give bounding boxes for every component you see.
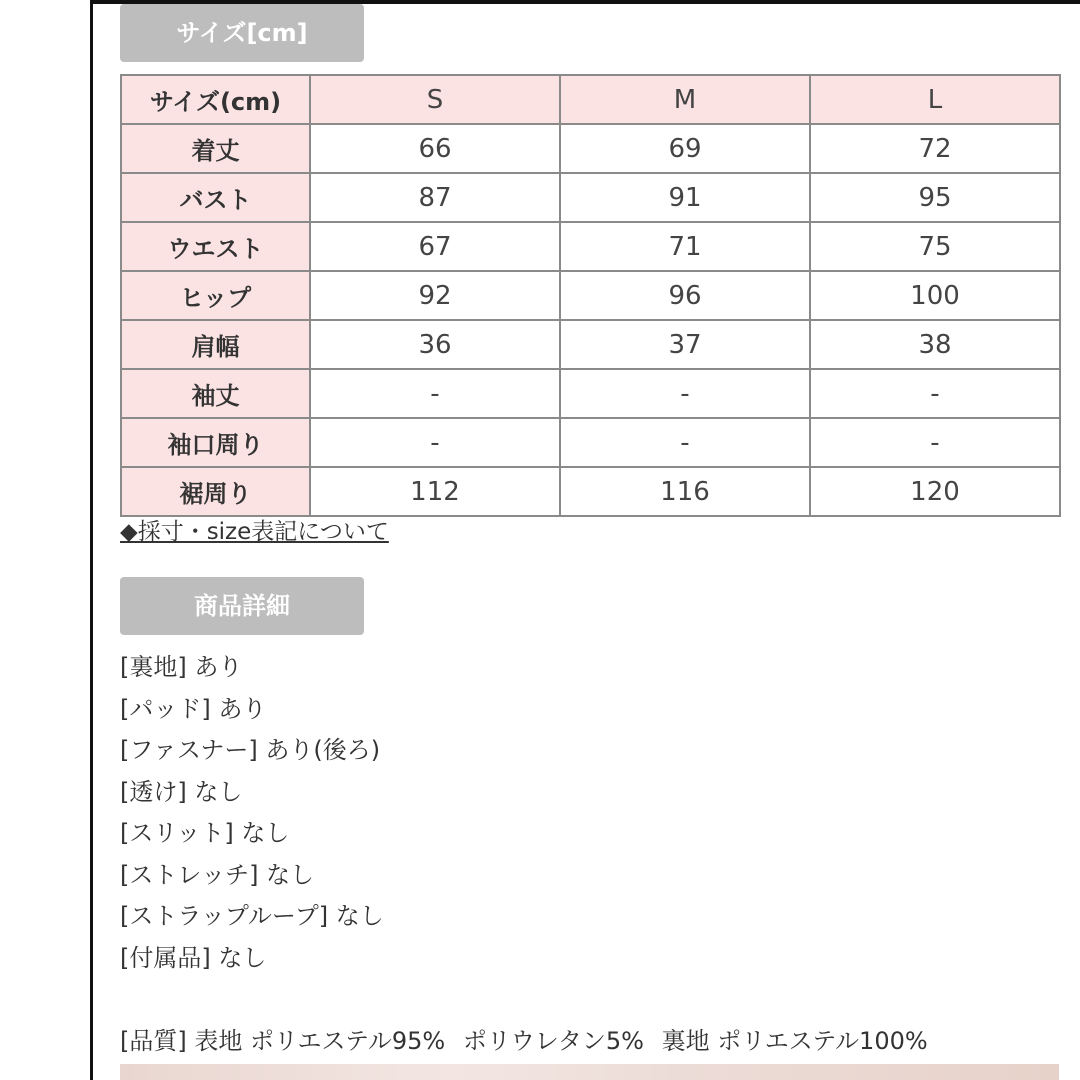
size-section-header: サイズ[cm] xyxy=(120,4,364,62)
table-row xyxy=(121,124,1060,173)
size-column-l: L xyxy=(810,75,1060,124)
size-table xyxy=(120,74,1061,517)
size-column-m: M xyxy=(560,75,810,124)
row-label: 裾周り xyxy=(121,467,310,516)
cell-value: 92 xyxy=(310,271,560,320)
list-item: [裏地] あり xyxy=(120,653,243,681)
size-column-s: S xyxy=(310,75,560,124)
quality-lining: 裏地 ポリエステル100% xyxy=(661,1027,928,1055)
cell-value: 100 xyxy=(810,271,1060,320)
table-row xyxy=(121,173,1060,222)
cell-value: 72 xyxy=(810,124,1060,173)
table-row xyxy=(121,418,1060,467)
cell-value: - xyxy=(310,418,560,467)
cell-value: 95 xyxy=(810,173,1060,222)
list-item: [スリット] なし xyxy=(120,819,290,847)
table-row xyxy=(121,222,1060,271)
cell-value: 116 xyxy=(560,467,810,516)
cell-value: 69 xyxy=(560,124,810,173)
table-row xyxy=(121,467,1060,516)
list-item: [ストラップループ] なし xyxy=(120,902,384,930)
row-label: 袖丈 xyxy=(121,369,310,418)
row-label: 袖口周り xyxy=(121,418,310,467)
cell-value: 36 xyxy=(310,320,560,369)
cell-value: 87 xyxy=(310,173,560,222)
row-label: 着丈 xyxy=(121,124,310,173)
size-note-link[interactable]: ◆採寸・size表記について xyxy=(120,519,389,545)
cell-value: 91 xyxy=(560,173,810,222)
list-item: [パッド] あり xyxy=(120,694,267,723)
detail-list xyxy=(120,647,384,979)
quality-line xyxy=(120,1021,938,1061)
cell-value: 112 xyxy=(310,467,560,516)
cell-value: 38 xyxy=(810,320,1060,369)
cell-value: 37 xyxy=(560,320,810,369)
table-row xyxy=(121,320,1060,369)
row-label: ヒップ xyxy=(121,271,310,320)
cell-value: 67 xyxy=(310,222,560,271)
left-border xyxy=(90,0,93,1080)
list-item: [ファスナー] あり(後ろ) xyxy=(120,736,381,764)
size-table-header-label: サイズ(cm) xyxy=(121,75,310,124)
row-label: ウエスト xyxy=(121,222,310,271)
detail-section-header: 商品詳細 xyxy=(120,577,364,635)
cell-value: 66 xyxy=(310,124,560,173)
cell-value: 75 xyxy=(810,222,1060,271)
row-label: バスト xyxy=(121,173,310,222)
cell-value: 71 xyxy=(560,222,810,271)
row-label: 肩幅 xyxy=(121,320,310,369)
cell-value: 120 xyxy=(810,467,1060,516)
cell-value: - xyxy=(810,418,1060,467)
table-row xyxy=(121,271,1060,320)
list-item: [付属品] なし xyxy=(120,943,267,972)
list-item: [ストレッチ] なし xyxy=(120,860,315,889)
cell-value: 96 xyxy=(560,271,810,320)
list-item: [透け] なし xyxy=(120,777,243,806)
size-table-header-row xyxy=(121,75,1060,124)
cell-value: - xyxy=(560,369,810,418)
quality-outer: [品質] 表地 ポリエステル95% xyxy=(120,1027,446,1055)
table-row xyxy=(121,369,1060,418)
quality-outer-2: ポリウレタン5% xyxy=(462,1027,644,1055)
cell-value: - xyxy=(810,369,1060,418)
cell-value: - xyxy=(560,418,810,467)
cell-value: - xyxy=(310,369,560,418)
product-photo-strip xyxy=(120,1064,1059,1080)
